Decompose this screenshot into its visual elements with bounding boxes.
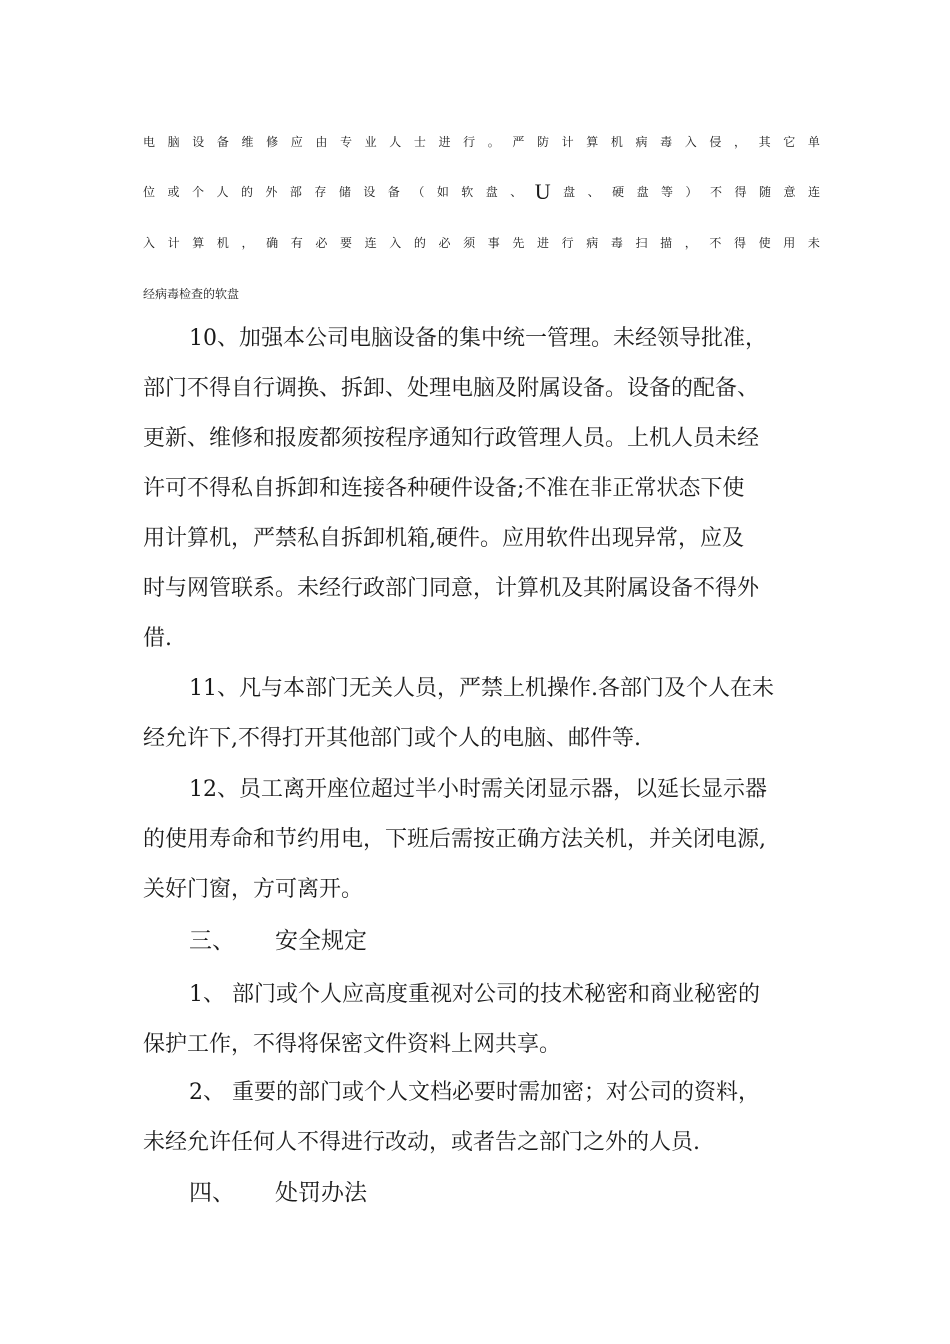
char: 人 xyxy=(389,135,402,149)
item-12-line: 关好门窗，方可离开。 xyxy=(143,877,364,902)
char: 机 xyxy=(610,135,623,149)
char: 盘 xyxy=(485,185,498,199)
item-10-line: 更新、维修和报废都须按程序通知行政管理人员。上机人员未经 xyxy=(143,426,760,451)
item-10-paragraph xyxy=(143,314,823,664)
item-10-line: 时与网管联系。未经行政部门同意，计算机及其附属设备不得外 xyxy=(143,576,760,601)
char: 专 xyxy=(340,135,353,149)
char: 入 xyxy=(143,236,156,250)
char: 未 xyxy=(807,236,820,250)
char: 确 xyxy=(266,236,279,250)
security-item-1 xyxy=(143,970,823,1070)
char: 防 xyxy=(537,135,550,149)
char: 外 xyxy=(265,185,278,199)
char: 存 xyxy=(314,185,327,199)
char: 备 xyxy=(387,185,400,199)
char: 毒 xyxy=(610,236,623,250)
item-12-line: 的使用寿命和节约用电，下班后需按正确方法关机，并关闭电源, xyxy=(143,827,766,852)
char: 。 xyxy=(487,135,500,149)
char: 不 xyxy=(709,236,722,250)
char: 入 xyxy=(684,135,697,149)
char: 连 xyxy=(364,236,377,250)
security-item-2-line: 2、 重要的部门或个人文档必要时需加密；对公司的资料， xyxy=(189,1080,760,1105)
char: 盘 xyxy=(636,185,649,199)
char: 入 xyxy=(389,236,402,250)
section-3-number: 三、 xyxy=(189,928,235,954)
char: 进 xyxy=(537,236,550,250)
char: 如 xyxy=(436,185,449,199)
item-10-line: 部门不得自行调换、拆卸、处理电脑及附属设备。设备的配备、 xyxy=(143,376,760,401)
section-4-title: 处罚办法 xyxy=(275,1180,367,1206)
item-11-paragraph xyxy=(143,664,823,764)
item-12-paragraph xyxy=(143,765,823,915)
char: 的 xyxy=(413,236,426,250)
char: 部 xyxy=(289,185,302,199)
item-10-line: 借. xyxy=(143,626,172,651)
char: 侵 xyxy=(709,135,722,149)
item-11-line: 11、凡与本部门无关人员，严禁上机操作.各部门及个人在未 xyxy=(189,676,774,701)
small-text-line-2 xyxy=(143,179,820,204)
char: 算 xyxy=(192,236,205,250)
char: 算 xyxy=(586,135,599,149)
char: 储 xyxy=(338,185,351,199)
char: 维 xyxy=(241,135,254,149)
small-text-line-1 xyxy=(143,134,820,150)
char: 得 xyxy=(734,185,747,199)
char: 须 xyxy=(463,236,476,250)
char: 必 xyxy=(315,236,328,250)
char: ， xyxy=(684,236,697,250)
char: 备 xyxy=(216,135,229,149)
char: ） xyxy=(685,185,698,199)
small-text-line-4: 经病毒检查的软盘 xyxy=(143,287,240,301)
char: 软 xyxy=(461,185,474,199)
char: 毒 xyxy=(660,135,673,149)
char: 连 xyxy=(807,185,820,199)
char: 计 xyxy=(167,236,180,250)
char: 有 xyxy=(290,236,303,250)
char: 行 xyxy=(463,135,476,149)
char: 盘 xyxy=(563,185,576,199)
char: 扫 xyxy=(635,236,648,250)
security-item-1-line: 保护工作，不得将保密文件资料上网共享。 xyxy=(143,1032,562,1057)
small-text-line-3 xyxy=(143,235,820,251)
security-item-1-line: 1、 部门或个人应高度重视对公司的技术秘密和商业秘密的 xyxy=(189,982,760,1007)
section-4-heading xyxy=(189,1168,367,1218)
char: 其 xyxy=(758,135,771,149)
char: 描 xyxy=(660,236,673,250)
char: 用 xyxy=(783,236,796,250)
char: 计 xyxy=(561,135,574,149)
char: ， xyxy=(734,135,747,149)
char: 电 xyxy=(143,135,156,149)
char: 或 xyxy=(167,185,180,199)
char: 、 xyxy=(587,185,600,199)
char: 设 xyxy=(363,185,376,199)
char: 机 xyxy=(216,236,229,250)
char: 要 xyxy=(340,236,353,250)
char: 病 xyxy=(586,236,599,250)
char: 由 xyxy=(315,135,328,149)
item-10-line: 用计算机，严禁私自拆卸机箱,硬件。应用软件出现异常，应及 xyxy=(143,526,744,551)
char: 事 xyxy=(487,236,500,250)
char: 的 xyxy=(240,185,253,199)
char: 硬 xyxy=(612,185,625,199)
char: 设 xyxy=(192,135,205,149)
char: 士 xyxy=(413,135,426,149)
item-10-line: 10、加强本公司电脑设备的集中统一管理。未经领导批准， xyxy=(189,326,767,351)
char: （ xyxy=(412,185,425,199)
char: 病 xyxy=(635,135,648,149)
section-3-title: 安全规定 xyxy=(275,928,367,954)
char: 先 xyxy=(512,236,525,250)
char: 意 xyxy=(783,185,796,199)
char: 人 xyxy=(216,185,229,199)
char: 等 xyxy=(661,185,674,199)
char: 业 xyxy=(364,135,377,149)
char: 随 xyxy=(758,185,771,199)
section-4-number: 四、 xyxy=(189,1180,235,1206)
char: 使 xyxy=(758,236,771,250)
char: 修 xyxy=(266,135,279,149)
char: 应 xyxy=(290,135,303,149)
char-u: U xyxy=(534,179,551,204)
section-3-heading xyxy=(189,916,367,966)
char: 不 xyxy=(710,185,723,199)
char: 脑 xyxy=(167,135,180,149)
security-item-2 xyxy=(143,1068,823,1168)
char: 行 xyxy=(561,236,574,250)
char: 它 xyxy=(783,135,796,149)
item-11-line: 经允许下,不得打开其他部门或个人的电脑、邮件等. xyxy=(143,726,641,751)
char: 必 xyxy=(438,236,451,250)
char: 、 xyxy=(510,185,523,199)
char: 个 xyxy=(191,185,204,199)
char: 位 xyxy=(143,185,156,199)
char: 得 xyxy=(734,236,747,250)
item-12-line: 12、员工离开座位超过半小时需关闭显示器，以延长显示器 xyxy=(189,777,767,802)
item-10-line: 许可不得私自拆卸和连接各种硬件设备;不准在非正常状态下使 xyxy=(143,476,745,501)
char: 单 xyxy=(807,135,820,149)
char: ， xyxy=(241,236,254,250)
security-item-2-line: 未经允许任何人不得进行改动，或者告之部门之外的人员. xyxy=(143,1130,700,1155)
char: 严 xyxy=(512,135,525,149)
char: 进 xyxy=(438,135,451,149)
